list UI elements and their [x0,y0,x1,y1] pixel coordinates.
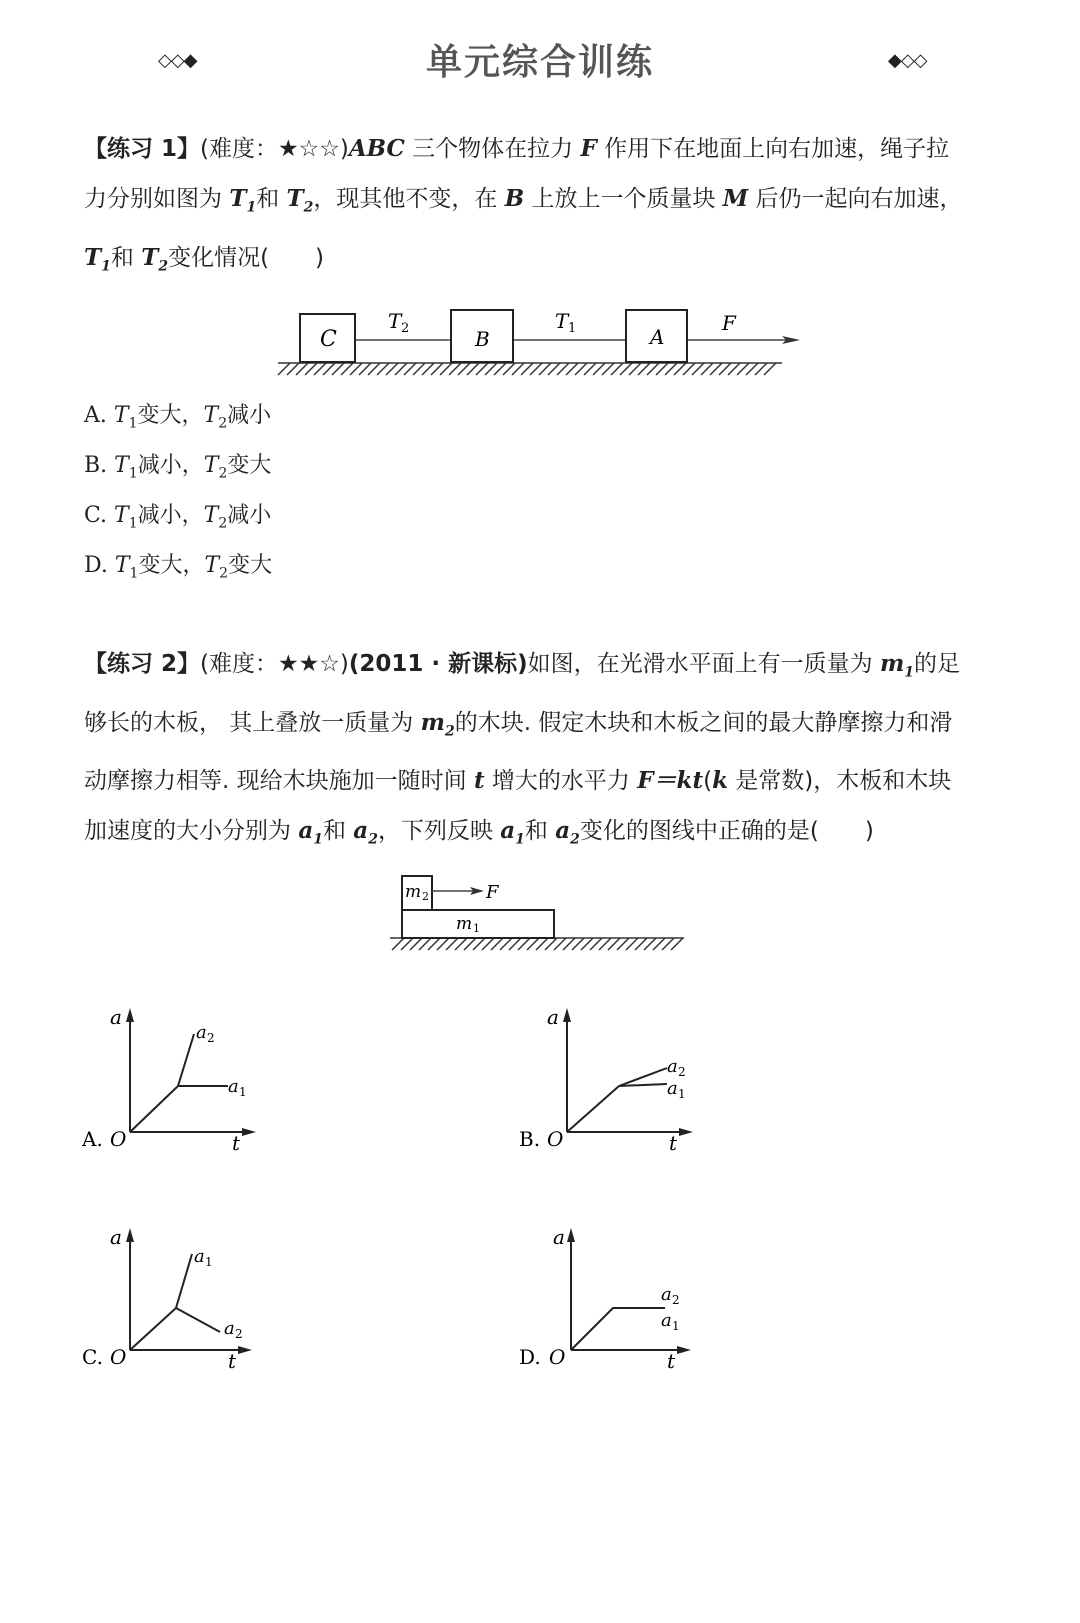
header [0,30,1080,90]
q1-option-d[interactable] [84,548,272,581]
q1-t1: T [84,243,102,271]
q1-abc: ABC [348,135,405,162]
curve-label-1: a [196,1022,207,1043]
q2-k: k [712,767,728,795]
y-axis-arrow [126,1228,134,1242]
q2-text-part: 够长的木板， 其上叠放一质量为 [84,709,421,736]
q2-a1-sub: 1 [515,831,525,848]
q2-a1: a [298,817,314,845]
origin-label: O [549,1345,566,1369]
label-t1: T [555,309,569,333]
x-axis-label: t [228,1349,237,1373]
label-m1: m [456,914,473,934]
q1-t1: T [229,185,247,212]
origin-label: O [547,1127,564,1151]
curve-label-1-sub: 2 [672,1293,680,1307]
graph-letter: C. [82,1345,103,1369]
label-m2-sub: 2 [422,890,429,903]
label-c: C [320,327,337,352]
option-t1-sub: 1 [128,415,138,432]
option-t2-sub: 2 [219,565,229,582]
option-t1: T [113,403,129,428]
q1-option-c[interactable] [84,498,271,531]
q2-text-part: ，下列反映 [377,818,501,845]
option-letter: D. [84,553,115,578]
option-letter: A. [84,403,114,428]
graph-c[interactable] [78,1220,268,1385]
q2-a1-sub: 1 [313,831,323,848]
curve-label-2-sub: 1 [239,1085,247,1099]
graph-a[interactable] [78,1000,268,1165]
curve-label-2: a [661,1310,672,1331]
q2-line-2 [84,698,1004,757]
option-text: 减小 [227,403,272,428]
q1-text-part: ，现其他不变，在 [313,186,505,212]
q1-option-a[interactable] [84,398,271,431]
q2-difficulty: (难度：★★☆) [200,651,349,677]
q1-line-2 [84,174,1004,233]
curve-label-1: a [661,1284,672,1305]
q2-text-part: 动摩擦力相等. 现给木块施加一随时间 [84,768,474,795]
q2-line-3 [84,756,1004,806]
page-title: 单元综合训练 [425,42,654,83]
x-axis-arrow [242,1128,256,1136]
q2-tag: 【练习 2】 [84,651,201,677]
q1-t2-sub: 2 [303,199,314,216]
option-t1: T [114,453,129,478]
x-axis-label: t [232,1131,241,1155]
graph-b[interactable] [515,1000,705,1165]
x-axis-arrow [677,1346,691,1354]
label-m1-sub: 1 [473,922,480,935]
q2-text-part: 和 [322,818,354,845]
option-text: 变大 [227,453,272,478]
option-text: 变大， [138,553,205,578]
option-text: 变大， [137,403,204,428]
curve-label-2-sub: 1 [678,1087,686,1101]
origin-label: O [110,1127,127,1151]
q2-time-t: t [473,767,485,795]
x-axis-label: t [667,1349,676,1373]
q2-a2: a [555,817,571,845]
q2-source: (2011 · 新课标) [348,651,528,677]
option-t2: T [203,453,219,478]
q1-diagram [270,300,810,386]
curve-a1 [176,1254,192,1308]
curve-label-2: a [667,1078,678,1099]
q2-line-1 [84,639,1004,698]
q1-line-3 [84,233,1004,292]
q1-text-part: 后仍一起向右加速， [748,186,963,212]
y-axis-arrow [126,1008,134,1022]
curve-label-2-sub: 1 [672,1319,680,1333]
x-axis-label: t [669,1131,678,1155]
q1-text-part: 和 [110,244,142,271]
option-t2: T [203,503,219,528]
curve-shared [130,1308,176,1350]
q1-text-part: 和 [256,186,287,212]
q1-b: B [504,185,525,212]
option-t2-sub: 2 [218,415,228,432]
curve-label-1-sub: 2 [678,1065,686,1079]
q1-text-part: 作用下在地面上向右加速，绳子拉 [596,136,950,162]
x-axis-arrow [679,1128,693,1136]
q1-t2: T [141,243,159,271]
decoration-left: ◇◇◆ [158,50,197,71]
option-text: 减小， [137,453,204,478]
q1-tag: 【练习 1】 [84,136,201,162]
option-t1-sub: 1 [129,565,139,582]
graph-d[interactable] [515,1220,705,1385]
q2-text-part: 加速度的大小分别为 [84,818,299,845]
q1-difficulty: (难度：★☆☆) [200,136,349,162]
curve-label-2: a [228,1076,239,1097]
q1-text-part: 力分别如图为 [84,186,230,212]
q2-text-part: ( [703,768,713,795]
curve-label-2: a [224,1318,235,1339]
label-t1-sub: 1 [568,321,577,336]
curve-shared [130,1086,178,1132]
curve-a2 [178,1034,194,1086]
y-axis-label: a [110,1005,122,1029]
graph-letter: A. [82,1127,103,1151]
q2-formula: F＝kt [637,767,704,795]
y-axis-label: a [547,1005,559,1029]
q2-text-part: 的木块. 假定木块和木板之间的最大静摩擦力和滑 [454,709,953,736]
option-t2: T [204,553,220,578]
option-t2-sub: 2 [218,515,228,532]
q2-text-part: 是常数)，木板和木块 [728,768,952,795]
option-t2-sub: 2 [218,465,228,482]
label-a: A [650,325,665,349]
q1-t1-sub: 1 [246,199,257,216]
q1-text-part: 三个物体在拉力 [404,136,581,162]
q1-t1-sub: 1 [101,258,111,275]
option-t1-sub: 1 [128,465,138,482]
q2-m1: m [879,650,905,677]
q2-text [84,639,1004,865]
y-axis-arrow [563,1008,571,1022]
q2-a1: a [500,817,516,845]
q2-a2: a [353,817,369,845]
q1-force-f: F [580,135,597,162]
curve-label-1: a [667,1056,678,1077]
option-t1-sub: 1 [128,515,138,532]
curve-label-1: a [194,1246,205,1267]
q2-a2-sub: 2 [368,831,378,848]
ground-hatch [278,363,782,375]
y-axis-label: a [553,1225,565,1249]
q2-text-part: 增大的水平力 [484,768,638,795]
graph-letter: B. [519,1127,541,1151]
curve-label-1-sub: 1 [205,1255,213,1269]
y-axis-label: a [110,1225,122,1249]
y-axis-arrow [567,1228,575,1242]
option-text: 变大 [228,553,273,578]
q1-text [84,124,1004,291]
q1-line-1 [84,124,1004,174]
label-f: F [486,882,499,903]
option-letter: B. [84,453,115,478]
graph-letter: D. [519,1345,541,1369]
q2-text-part: 和 [524,818,556,845]
q2-diagram [384,866,694,958]
q1-option-b[interactable] [84,448,271,481]
option-letter: C. [84,503,115,528]
q2-line-4 [84,806,1004,865]
q1-mass-m: M [722,185,749,212]
q2-text-part: 如图，在光滑水平面上有一质量为 [527,651,880,677]
curve-a2 [176,1308,220,1332]
curve-shared [567,1086,619,1132]
option-t1: T [114,503,129,528]
q2-m2-sub: 2 [444,723,455,740]
option-text: 减小 [227,503,272,528]
curve-shared [571,1308,665,1350]
label-t2: T [388,309,402,333]
ground-hatch [390,938,684,950]
label-b: B [475,327,490,351]
curve-label-2-sub: 2 [235,1327,243,1341]
option-t1: T [114,553,130,578]
q2-text-part: 的足 [914,651,961,677]
q2-m2: m [420,708,445,736]
label-t2-sub: 2 [401,321,410,336]
q1-text-part: 上放上一个质量块 [524,186,723,212]
origin-label: O [110,1345,127,1369]
curve-label-1-sub: 2 [207,1031,215,1045]
q2-text-part: 变化的图线中正确的是( ) [579,818,874,845]
q1-t2-sub: 2 [158,258,169,275]
q1-text-part: 变化情况( ) [168,244,325,271]
decoration-right: ◆◇◇ [888,50,927,71]
option-t2: T [203,403,219,428]
label-m2: m [405,882,422,902]
q1-t2: T [286,185,304,212]
q2-m1-sub: 1 [904,664,915,681]
label-f: F [722,311,736,335]
x-axis-arrow [238,1346,252,1354]
q2-a2-sub: 2 [570,831,580,848]
option-text: 减小， [137,503,204,528]
